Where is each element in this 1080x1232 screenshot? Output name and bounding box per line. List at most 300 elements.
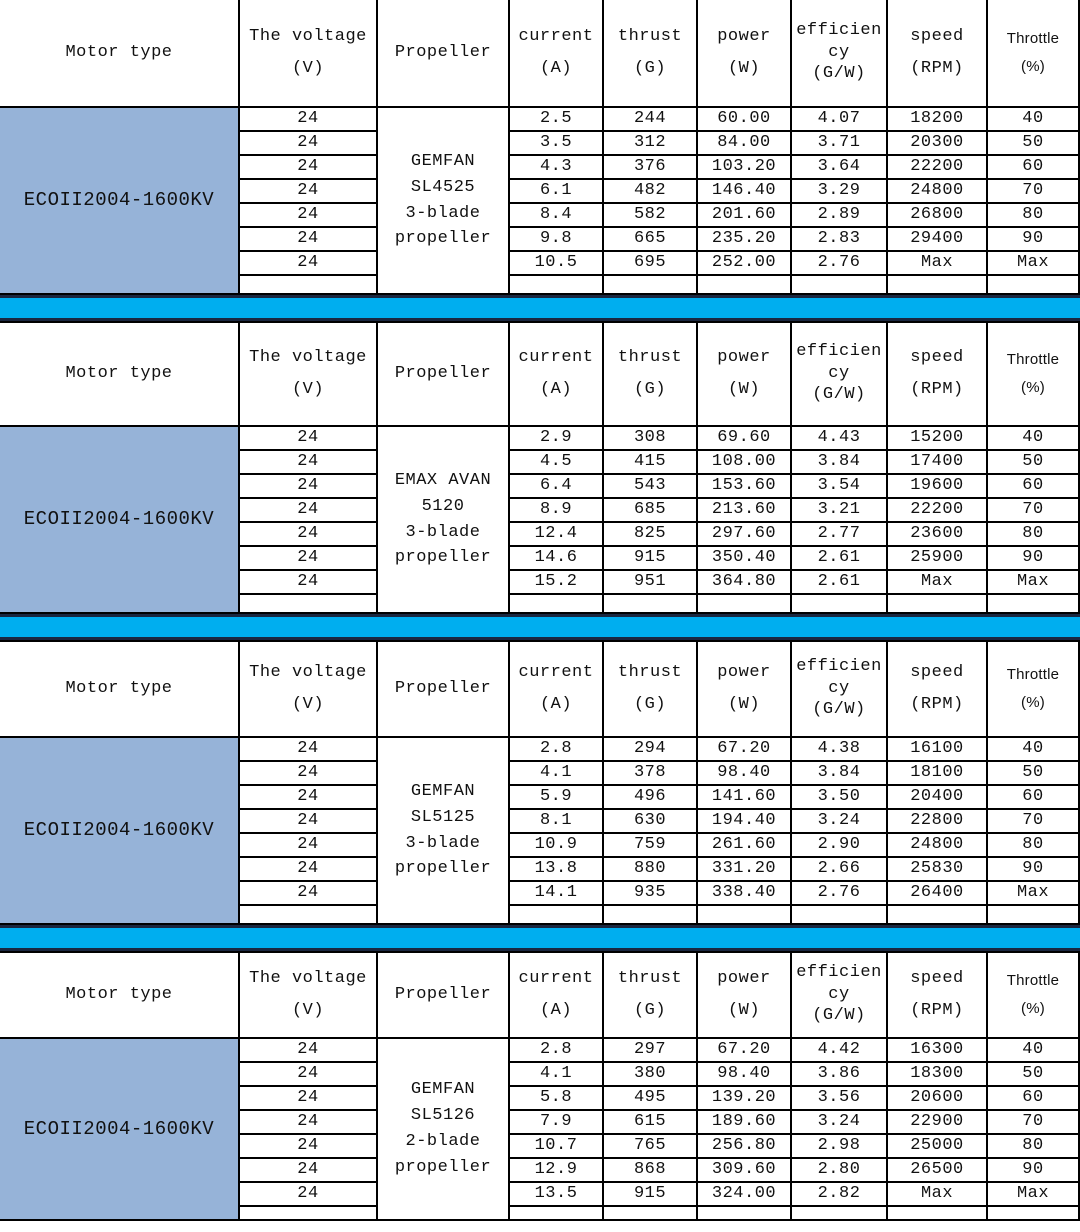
current-cell: 12.9	[510, 1159, 604, 1183]
voltage-cell: 24	[240, 547, 378, 571]
current-cell: 7.9	[510, 1111, 604, 1135]
header-power-line: power	[717, 968, 771, 988]
efficiency-cell: 2.66	[792, 858, 888, 882]
motor-test-table-2	[0, 321, 1080, 614]
power-cell: 108.00	[698, 451, 792, 475]
power-cell: 350.40	[698, 547, 792, 571]
header-efficiency-line: cy	[828, 678, 850, 698]
power-cell: 141.60	[698, 786, 792, 810]
propeller-cell	[378, 108, 510, 295]
current-cell: 6.4	[510, 475, 604, 499]
propeller-line: GEMFAN	[410, 151, 476, 171]
thrust-cell: 685	[604, 499, 698, 523]
empty-cell	[698, 595, 792, 614]
current-cell: 4.5	[510, 451, 604, 475]
current-cell: 8.1	[510, 810, 604, 834]
speed-cell: 26500	[888, 1159, 988, 1183]
thrust-cell: 496	[604, 786, 698, 810]
header-motor-type-line: Motor type	[65, 678, 173, 698]
voltage-cell: 24	[240, 132, 378, 156]
thrust-cell: 880	[604, 858, 698, 882]
current-cell: 3.5	[510, 132, 604, 156]
current-cell: 5.8	[510, 1087, 604, 1111]
header-throttle-line: (%)	[1021, 1000, 1045, 1017]
header-speed-line: (RPM)	[910, 695, 964, 714]
power-cell: 252.00	[698, 252, 792, 276]
efficiency-cell: 3.29	[792, 180, 888, 204]
header-efficiency	[792, 953, 888, 1039]
speed-cell: 25000	[888, 1135, 988, 1159]
empty-cell	[698, 906, 792, 925]
throttle-cell: 60	[988, 786, 1080, 810]
current-cell: 6.1	[510, 180, 604, 204]
header-throttle	[988, 0, 1080, 108]
thrust-cell: 665	[604, 228, 698, 252]
header-efficiency-line: efficien	[796, 342, 882, 362]
voltage-cell: 24	[240, 786, 378, 810]
current-cell: 5.9	[510, 786, 604, 810]
header-motor-type	[0, 0, 240, 108]
empty-cell	[698, 276, 792, 295]
empty-cell	[510, 595, 604, 614]
throttle-cell: Max	[988, 882, 1080, 906]
voltage-cell: 24	[240, 571, 378, 595]
propeller-line: propeller	[394, 1157, 492, 1177]
empty-cell	[604, 595, 698, 614]
current-cell: 2.5	[510, 108, 604, 132]
current-cell: 12.4	[510, 523, 604, 547]
header-motor-type	[0, 953, 240, 1039]
header-current-line: current	[518, 347, 594, 367]
efficiency-cell: 3.84	[792, 762, 888, 786]
efficiency-cell: 3.84	[792, 451, 888, 475]
efficiency-cell: 2.76	[792, 882, 888, 906]
propeller-line: 5120	[421, 496, 465, 516]
header-thrust-line: (G)	[633, 380, 667, 399]
throttle-cell: 50	[988, 1063, 1080, 1087]
power-cell: 338.40	[698, 882, 792, 906]
header-power-line: (W)	[727, 1001, 761, 1020]
header-motor-type-line: Motor type	[65, 42, 173, 62]
empty-cell	[792, 276, 888, 295]
current-cell: 10.9	[510, 834, 604, 858]
thrust-cell: 378	[604, 762, 698, 786]
header-thrust-line: (G)	[633, 59, 667, 78]
empty-cell	[792, 906, 888, 925]
thrust-cell: 380	[604, 1063, 698, 1087]
power-cell: 67.20	[698, 1039, 792, 1063]
speed-cell: 20600	[888, 1087, 988, 1111]
empty-cell	[604, 276, 698, 295]
header-throttle-line: (%)	[1021, 58, 1045, 75]
thrust-cell: 312	[604, 132, 698, 156]
thrust-cell: 543	[604, 475, 698, 499]
efficiency-cell: 4.38	[792, 738, 888, 762]
speed-cell: 22800	[888, 810, 988, 834]
header-speed-line: speed	[910, 662, 964, 682]
voltage-cell: 24	[240, 1135, 378, 1159]
throttle-cell: Max	[988, 252, 1080, 276]
header-motor-type	[0, 323, 240, 427]
header-speed-line: speed	[910, 26, 964, 46]
speed-cell: 20400	[888, 786, 988, 810]
power-cell: 297.60	[698, 523, 792, 547]
power-cell: 364.80	[698, 571, 792, 595]
header-power-line: (W)	[727, 380, 761, 399]
header-speed-line: (RPM)	[910, 380, 964, 399]
header-current-line: (A)	[539, 380, 573, 399]
current-cell: 2.8	[510, 1039, 604, 1063]
voltage-cell: 24	[240, 499, 378, 523]
throttle-cell: 80	[988, 834, 1080, 858]
throttle-cell: 80	[988, 523, 1080, 547]
header-thrust-line: thrust	[617, 662, 683, 682]
propeller-line: EMAX AVAN	[394, 470, 492, 490]
thrust-cell: 825	[604, 523, 698, 547]
header-speed	[888, 323, 988, 427]
header-throttle	[988, 323, 1080, 427]
empty-cell	[888, 906, 988, 925]
motor-test-table-1	[0, 0, 1080, 295]
header-current	[510, 953, 604, 1039]
current-cell: 15.2	[510, 571, 604, 595]
header-efficiency	[792, 0, 888, 108]
current-cell: 2.9	[510, 427, 604, 451]
power-cell: 309.60	[698, 1159, 792, 1183]
header-voltage-line: The voltage	[249, 662, 367, 682]
thrust-cell: 695	[604, 252, 698, 276]
throttle-cell: 40	[988, 1039, 1080, 1063]
efficiency-cell: 4.07	[792, 108, 888, 132]
current-cell: 9.8	[510, 228, 604, 252]
throttle-cell: 60	[988, 475, 1080, 499]
throttle-cell: 60	[988, 156, 1080, 180]
header-speed-line: (RPM)	[910, 1001, 964, 1020]
efficiency-cell: 3.56	[792, 1087, 888, 1111]
current-cell: 14.6	[510, 547, 604, 571]
throttle-cell: 70	[988, 180, 1080, 204]
efficiency-cell: 2.90	[792, 834, 888, 858]
efficiency-cell: 2.61	[792, 571, 888, 595]
voltage-cell: 24	[240, 1063, 378, 1087]
current-cell: 13.8	[510, 858, 604, 882]
thrust-cell: 615	[604, 1111, 698, 1135]
propeller-line: 3-blade	[405, 203, 481, 223]
thrust-cell: 765	[604, 1135, 698, 1159]
header-efficiency-line: cy	[828, 363, 850, 383]
table-separator-bar	[0, 295, 1080, 321]
throttle-cell: 90	[988, 858, 1080, 882]
header-speed	[888, 642, 988, 738]
speed-cell: Max	[888, 252, 988, 276]
propeller-line: GEMFAN	[410, 781, 476, 801]
header-thrust-line: (G)	[633, 1001, 667, 1020]
header-propeller	[378, 642, 510, 738]
header-current-line: (A)	[539, 1001, 573, 1020]
throttle-cell: Max	[988, 571, 1080, 595]
current-cell: 4.1	[510, 1063, 604, 1087]
header-throttle	[988, 953, 1080, 1039]
header-voltage	[240, 0, 378, 108]
power-cell: 189.60	[698, 1111, 792, 1135]
header-current-line: current	[518, 662, 594, 682]
speed-cell: Max	[888, 571, 988, 595]
power-cell: 194.40	[698, 810, 792, 834]
voltage-cell: 24	[240, 523, 378, 547]
thrust-cell: 294	[604, 738, 698, 762]
empty-cell	[988, 906, 1080, 925]
throttle-cell: 40	[988, 108, 1080, 132]
power-cell: 261.60	[698, 834, 792, 858]
current-cell: 13.5	[510, 1183, 604, 1207]
header-efficiency-line: efficien	[796, 657, 882, 677]
speed-cell: 18200	[888, 108, 988, 132]
speed-cell: 23600	[888, 523, 988, 547]
header-efficiency-line: (G/W)	[812, 700, 866, 720]
propeller-line: propeller	[394, 229, 492, 249]
throttle-cell: 70	[988, 499, 1080, 523]
header-motor-type-line: Motor type	[65, 984, 173, 1004]
motor-test-table-4	[0, 951, 1080, 1221]
efficiency-cell: 4.43	[792, 427, 888, 451]
throttle-cell: 90	[988, 547, 1080, 571]
efficiency-cell: 2.76	[792, 252, 888, 276]
header-current	[510, 642, 604, 738]
empty-cell	[510, 276, 604, 295]
header-current-line: current	[518, 968, 594, 988]
speed-cell: 25900	[888, 547, 988, 571]
propeller-line: 3-blade	[405, 833, 481, 853]
header-efficiency-line: efficien	[796, 963, 882, 983]
header-voltage	[240, 323, 378, 427]
thrust-cell: 759	[604, 834, 698, 858]
throttle-cell: 50	[988, 762, 1080, 786]
header-motor-type-line: Motor type	[65, 363, 173, 383]
power-cell: 201.60	[698, 204, 792, 228]
efficiency-cell: 3.24	[792, 1111, 888, 1135]
voltage-cell: 24	[240, 156, 378, 180]
header-efficiency	[792, 642, 888, 738]
header-thrust-line: thrust	[617, 26, 683, 46]
empty-cell	[698, 1207, 792, 1221]
header-current	[510, 323, 604, 427]
voltage-cell: 24	[240, 762, 378, 786]
header-throttle	[988, 642, 1080, 738]
efficiency-cell: 2.82	[792, 1183, 888, 1207]
speed-cell: 24800	[888, 834, 988, 858]
header-efficiency-line: cy	[828, 984, 850, 1004]
efficiency-cell: 2.83	[792, 228, 888, 252]
speed-cell: 22200	[888, 499, 988, 523]
header-efficiency-line: (G/W)	[812, 1006, 866, 1026]
power-cell: 84.00	[698, 132, 792, 156]
empty-cell	[510, 906, 604, 925]
current-cell: 4.1	[510, 762, 604, 786]
efficiency-cell: 2.77	[792, 523, 888, 547]
throttle-cell: 80	[988, 1135, 1080, 1159]
table-separator-bar	[0, 925, 1080, 951]
thrust-cell: 582	[604, 204, 698, 228]
speed-cell: 22900	[888, 1111, 988, 1135]
header-thrust	[604, 323, 698, 427]
power-cell: 60.00	[698, 108, 792, 132]
motor-type-cell: ECOII2004-1600KV	[0, 1039, 240, 1221]
propeller-line: GEMFAN	[410, 1080, 476, 1100]
empty-cell	[240, 906, 378, 925]
speed-cell: 25830	[888, 858, 988, 882]
voltage-cell: 24	[240, 810, 378, 834]
thrust-cell: 376	[604, 156, 698, 180]
throttle-cell: 70	[988, 1111, 1080, 1135]
voltage-cell: 24	[240, 108, 378, 132]
header-propeller-line: Propeller	[394, 363, 492, 383]
speed-cell: 26800	[888, 204, 988, 228]
efficiency-cell: 2.89	[792, 204, 888, 228]
throttle-cell: 80	[988, 204, 1080, 228]
speed-cell: 24800	[888, 180, 988, 204]
efficiency-cell: 3.64	[792, 156, 888, 180]
header-voltage-line: (V)	[291, 380, 325, 399]
throttle-cell: Max	[988, 1183, 1080, 1207]
voltage-cell: 24	[240, 252, 378, 276]
efficiency-cell: 3.71	[792, 132, 888, 156]
header-throttle-line: Throttle	[1006, 30, 1060, 47]
header-thrust	[604, 953, 698, 1039]
voltage-cell: 24	[240, 451, 378, 475]
power-cell: 213.60	[698, 499, 792, 523]
propeller-line: propeller	[394, 859, 492, 879]
voltage-cell: 24	[240, 204, 378, 228]
header-propeller-line: Propeller	[394, 678, 492, 698]
header-thrust-line: (G)	[633, 695, 667, 714]
header-propeller-line: Propeller	[394, 42, 492, 62]
voltage-cell: 24	[240, 1087, 378, 1111]
speed-cell: 17400	[888, 451, 988, 475]
header-voltage-line: The voltage	[249, 347, 367, 367]
propeller-line: 3-blade	[405, 522, 481, 542]
voltage-cell: 24	[240, 1159, 378, 1183]
table-separator-bar	[0, 614, 1080, 640]
speed-cell: 16100	[888, 738, 988, 762]
header-throttle-line: (%)	[1021, 694, 1045, 711]
propeller-cell	[378, 427, 510, 614]
header-speed-line: (RPM)	[910, 59, 964, 78]
header-voltage	[240, 642, 378, 738]
throttle-cell: 40	[988, 738, 1080, 762]
power-cell: 256.80	[698, 1135, 792, 1159]
speed-cell: Max	[888, 1183, 988, 1207]
power-cell: 324.00	[698, 1183, 792, 1207]
power-cell: 153.60	[698, 475, 792, 499]
speed-cell: 29400	[888, 228, 988, 252]
header-speed-line: speed	[910, 968, 964, 988]
header-thrust	[604, 642, 698, 738]
thrust-cell: 415	[604, 451, 698, 475]
header-voltage-line: (V)	[291, 59, 325, 78]
current-cell: 4.3	[510, 156, 604, 180]
header-speed-line: speed	[910, 347, 964, 367]
thrust-cell: 915	[604, 1183, 698, 1207]
throttle-cell: 50	[988, 451, 1080, 475]
empty-cell	[888, 276, 988, 295]
header-current-line: current	[518, 26, 594, 46]
header-power-line: (W)	[727, 695, 761, 714]
header-propeller	[378, 0, 510, 108]
power-cell: 103.20	[698, 156, 792, 180]
header-voltage	[240, 953, 378, 1039]
efficiency-cell: 2.80	[792, 1159, 888, 1183]
power-cell: 331.20	[698, 858, 792, 882]
propeller-cell	[378, 738, 510, 925]
header-propeller	[378, 323, 510, 427]
motor-type-cell: ECOII2004-1600KV	[0, 738, 240, 925]
thrust-cell: 495	[604, 1087, 698, 1111]
power-cell: 235.20	[698, 228, 792, 252]
power-cell: 98.40	[698, 762, 792, 786]
thrust-cell: 915	[604, 547, 698, 571]
header-throttle-line: (%)	[1021, 379, 1045, 396]
empty-cell	[604, 1207, 698, 1221]
voltage-cell: 24	[240, 834, 378, 858]
voltage-cell: 24	[240, 738, 378, 762]
header-power	[698, 953, 792, 1039]
motor-test-table-3	[0, 640, 1080, 925]
header-power-line: (W)	[727, 59, 761, 78]
empty-cell	[240, 1207, 378, 1221]
header-thrust-line: thrust	[617, 968, 683, 988]
empty-cell	[988, 595, 1080, 614]
header-power-line: power	[717, 26, 771, 46]
header-speed	[888, 0, 988, 108]
power-cell: 146.40	[698, 180, 792, 204]
voltage-cell: 24	[240, 1039, 378, 1063]
throttle-cell: 90	[988, 1159, 1080, 1183]
speed-cell: 18300	[888, 1063, 988, 1087]
thrust-cell: 935	[604, 882, 698, 906]
voltage-cell: 24	[240, 1183, 378, 1207]
speed-cell: 15200	[888, 427, 988, 451]
header-power	[698, 323, 792, 427]
propeller-line: SL5125	[410, 807, 476, 827]
power-cell: 98.40	[698, 1063, 792, 1087]
empty-cell	[988, 1207, 1080, 1221]
header-voltage-line: (V)	[291, 695, 325, 714]
voltage-cell: 24	[240, 1111, 378, 1135]
speed-cell: 19600	[888, 475, 988, 499]
throttle-cell: 70	[988, 810, 1080, 834]
efficiency-cell: 3.54	[792, 475, 888, 499]
empty-cell	[510, 1207, 604, 1221]
header-motor-type	[0, 642, 240, 738]
empty-cell	[888, 1207, 988, 1221]
header-efficiency-line: efficien	[796, 21, 882, 41]
efficiency-cell: 3.86	[792, 1063, 888, 1087]
thrust-cell: 308	[604, 427, 698, 451]
header-thrust-line: thrust	[617, 347, 683, 367]
thrust-cell: 868	[604, 1159, 698, 1183]
header-throttle-line: Throttle	[1006, 972, 1060, 989]
efficiency-cell: 2.98	[792, 1135, 888, 1159]
empty-cell	[604, 906, 698, 925]
header-efficiency-line: (G/W)	[812, 64, 866, 84]
header-propeller	[378, 953, 510, 1039]
header-thrust	[604, 0, 698, 108]
empty-cell	[240, 595, 378, 614]
current-cell: 8.4	[510, 204, 604, 228]
power-cell: 139.20	[698, 1087, 792, 1111]
throttle-cell: 50	[988, 132, 1080, 156]
speed-cell: 16300	[888, 1039, 988, 1063]
